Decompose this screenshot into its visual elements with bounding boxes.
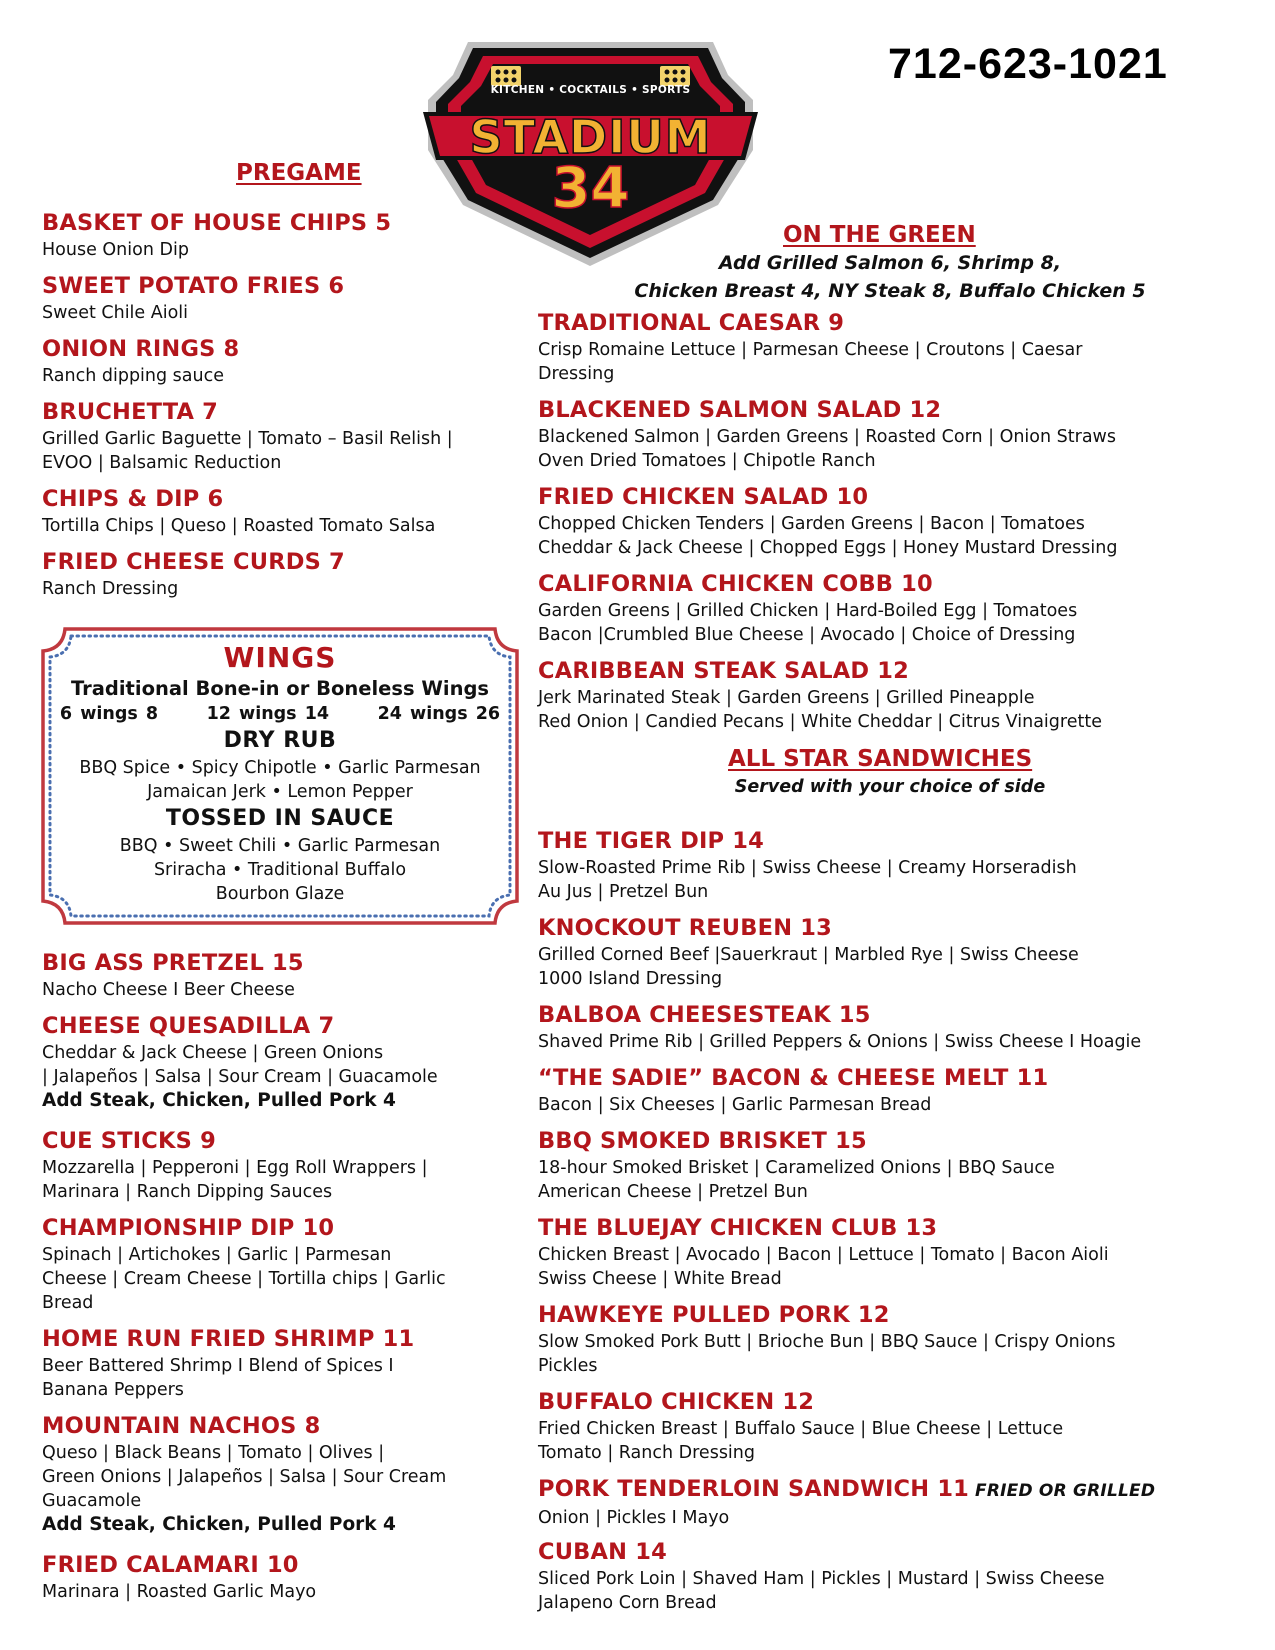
item-desc: Crisp Romaine Lettuce | Parmesan Cheese | Croutons | Caesar Dressing [538,340,1083,384]
item-desc: Beer Battered Shrimp I Blend of Spices I Banana Peppers [42,1356,394,1400]
item-name: CHIPS & DIP 6 [42,486,224,512]
menu-item [538,1213,1258,1300]
menu-item [42,1550,522,1613]
menu-item [538,1063,1258,1126]
item-desc: Grilled Garlic Baguette | Tomato – Basil Relish | EVOO | Balsamic Reduction [42,429,453,473]
menu-item [538,656,1258,743]
menu-item [42,1411,522,1550]
item-note: FRIED OR GRILLED [975,1481,1156,1501]
item-desc: Fried Chicken Breast | Buffalo Sauce | Blue Cheese | Lettuce Tomato | Ranch Dressing [538,1419,1064,1463]
green-list [538,308,1258,743]
item-name: CHAMPIONSHIP DIP 10 [42,1215,335,1241]
dry-rub-line: Jamaican Jerk • Lemon Pepper [147,782,413,802]
menu-item [538,1474,1258,1537]
green-title: ON THE GREEN [783,222,976,248]
menu-item [42,948,522,1011]
wings-title: WINGS [223,641,337,674]
menu-item [42,1324,522,1411]
item-desc: Chopped Chicken Tenders | Garden Greens | Bacon | Tomatoes Cheddar & Jack Cheese | Chopped Eggs | Honey Mustard Dressing [538,514,1118,558]
item-name: BUFFALO CHICKEN 12 [538,1389,815,1415]
item-name: CUBAN 14 [538,1539,667,1565]
dry-rub-title: DRY RUB [223,728,337,753]
item-desc: Grilled Corned Beef |Sauerkraut | Marbled Rye | Swiss Cheese 1000 Island Dressing [538,945,1079,989]
item-name: THE BLUEJAY CHICKEN CLUB 13 [538,1215,938,1241]
item-desc: Slow-Roasted Prime Rib | Swiss Cheese | Creamy Horseradish Au Jus | Pretzel Bun [538,858,1077,902]
item-name: BIG ASS PRETZEL 15 [42,950,304,976]
sauce-line: Sriracha • Traditional Buffalo [153,860,407,880]
item-desc: 18-hour Smoked Brisket | Caramelized Onions | BBQ Sauce American Cheese | Pretzel Bun [538,1158,1055,1202]
item-desc: Onion | Pickles I Mayo [538,1508,730,1528]
pregame-list [42,208,522,610]
item-name: CARIBBEAN STEAK SALAD 12 [538,658,909,684]
item-name: TRADITIONAL CAESAR 9 [538,310,845,336]
item-add-on: Add Steak, Chicken, Pulled Pork 4 [42,1514,396,1535]
item-name: FRIED CHICKEN SALAD 10 [538,484,869,510]
pregame-title: PREGAME [236,160,362,186]
sauce-line: Bourbon Glaze [215,884,345,904]
item-name: THE TIGER DIP 14 [538,828,764,854]
menu-item [538,913,1258,1000]
menu-item [42,208,522,271]
item-desc: Shaved Prime Rib | Grilled Peppers & Onions | Swiss Cheese I Hoagie [538,1032,1142,1052]
item-desc: Sweet Chile Aioli [42,303,189,323]
item-desc: Jerk Marinated Steak | Garden Greens | Grilled Pineapple Red Onion | Candied Pecans | White Cheddar | Citrus Vinaigrette [538,688,1102,732]
item-name: KNOCKOUT REUBEN 13 [538,915,832,941]
menu-item [538,826,1258,913]
menu-item [538,1387,1258,1474]
sandwiches-list [538,826,1258,1624]
item-name: MOUNTAIN NACHOS 8 [42,1413,321,1439]
item-name: FRIED CHEESE CURDS 7 [42,549,345,575]
menu-item [42,484,522,547]
item-desc: Bacon | Six Cheeses | Garlic Parmesan Bread [538,1095,932,1115]
item-name: BASKET OF HOUSE CHIPS 5 [42,210,392,236]
item-name: ONION RINGS 8 [42,336,240,362]
item-desc: Marinara | Roasted Garlic Mayo [42,1582,317,1602]
green-subtitle-1: Add Grilled Salmon 6, Shrimp 8, [718,252,1062,274]
sauce-line: BBQ • Sweet Chili • Garlic Parmesan [119,836,441,856]
phone-number: 712-623-1021 [888,40,1168,88]
item-name: BRUCHETTA 7 [42,399,219,425]
menu-item [42,1126,522,1213]
item-desc: Spinach | Artichokes | Garlic | Parmesan Cheese | Cream Cheese | Tortilla chips | Garlic Bread [42,1245,446,1313]
menu-item [538,308,1258,395]
item-name: SWEET POTATO FRIES 6 [42,273,345,299]
item-name: HOME RUN FRIED SHRIMP 11 [42,1326,415,1352]
item-desc: Queso | Black Beans | Tomato | Olives | Green Onions | Jalapeños | Salsa | Sour Cream Guacamole [42,1443,447,1511]
item-desc: Tortilla Chips | Queso | Roasted Tomato Salsa [42,516,436,536]
item-desc: Chicken Breast | Avocado | Bacon | Lettuce | Tomato | Bacon Aioli Swiss Cheese | White Bread [538,1245,1109,1289]
item-name: CHEESE QUESADILLA 7 [42,1013,335,1039]
item-name [538,1474,1258,1506]
item-desc: House Onion Dip [42,240,189,260]
item-desc: Cheddar & Jack Cheese | Green Onions | Jalapeños | Salsa | Sour Cream | Guacamole [42,1043,438,1087]
menu-item [538,395,1258,482]
menu-item [42,334,522,397]
logo-name: STADIUM [469,110,712,164]
item-name: HAWKEYE PULLED PORK 12 [538,1302,890,1328]
starters-list [42,948,522,1613]
logo-number: 34 [551,156,630,221]
item-name: BALBOA CHEESESTEAK 15 [538,1002,871,1028]
logo-tagline: KITCHEN • COCKTAILS • SPORTS [490,84,691,96]
menu-item [538,1000,1258,1063]
item-desc: Ranch dipping sauce [42,366,224,386]
green-subtitle-2: Chicken Breast 4, NY Steak 8, Buffalo Chicken 5 [634,280,1146,302]
sandwiches-subtitle: Served with your choice of side [734,777,1046,797]
sandwiches-title: ALL STAR SANDWICHES [728,746,1033,772]
menu-item [42,547,522,610]
wings-counts: 6 wings 8 12 wings 14 24 wings 26 [59,704,501,724]
item-name: CALIFORNIA CHICKEN COBB 10 [538,571,933,597]
item-name: FRIED CALAMARI 10 [42,1552,299,1578]
item-desc: Garden Greens | Grilled Chicken | Hard-Boiled Egg | Tomatoes Bacon |Crumbled Blue Cheese | Avocado | Choice of Dressing [538,601,1078,645]
wings-box [41,627,519,925]
item-desc: Nacho Cheese I Beer Cheese [42,980,295,1000]
item-name: BLACKENED SALMON SALAD 12 [538,397,942,423]
wings-subtitle: Traditional Bone-in or Boneless Wings [70,677,490,700]
menu-item [538,1300,1258,1387]
item-add-on: Add Steak, Chicken, Pulled Pork 4 [42,1090,396,1111]
menu-item [42,397,522,484]
menu-item [42,1011,522,1126]
menu-item [538,569,1258,656]
item-desc: Sliced Pork Loin | Shaved Ham | Pickles | Mustard | Swiss Cheese Jalapeno Corn Bread [538,1569,1105,1613]
item-desc: Slow Smoked Pork Butt | Brioche Bun | BBQ Sauce | Crispy Onions Pickles [538,1332,1116,1376]
item-desc: Mozzarella | Pepperoni | Egg Roll Wrappers | Marinara | Ranch Dipping Sauces [42,1158,428,1202]
menu-item [42,271,522,334]
item-name: “THE SADIE” BACON & CHEESE MELT 11 [538,1065,1049,1091]
sauce-title: TOSSED IN SAUCE [165,806,395,831]
menu-item [538,482,1258,569]
item-desc: Ranch Dressing [42,579,179,599]
item-desc: Blackened Salmon | Garden Greens | Roasted Corn | Onion Straws Oven Dried Tomatoes | Chipotle Ranch [538,427,1116,471]
item-name: CUE STICKS 9 [42,1128,216,1154]
menu-item [538,1537,1258,1624]
item-name: BBQ SMOKED BRISKET 15 [538,1128,867,1154]
item-name-text: PORK TENDERLOIN SANDWICH 11 [538,1476,970,1502]
dry-rub-line: BBQ Spice • Spicy Chipotle • Garlic Parmesan [79,758,481,778]
menu-item [42,1213,522,1324]
menu-item [538,1126,1258,1213]
